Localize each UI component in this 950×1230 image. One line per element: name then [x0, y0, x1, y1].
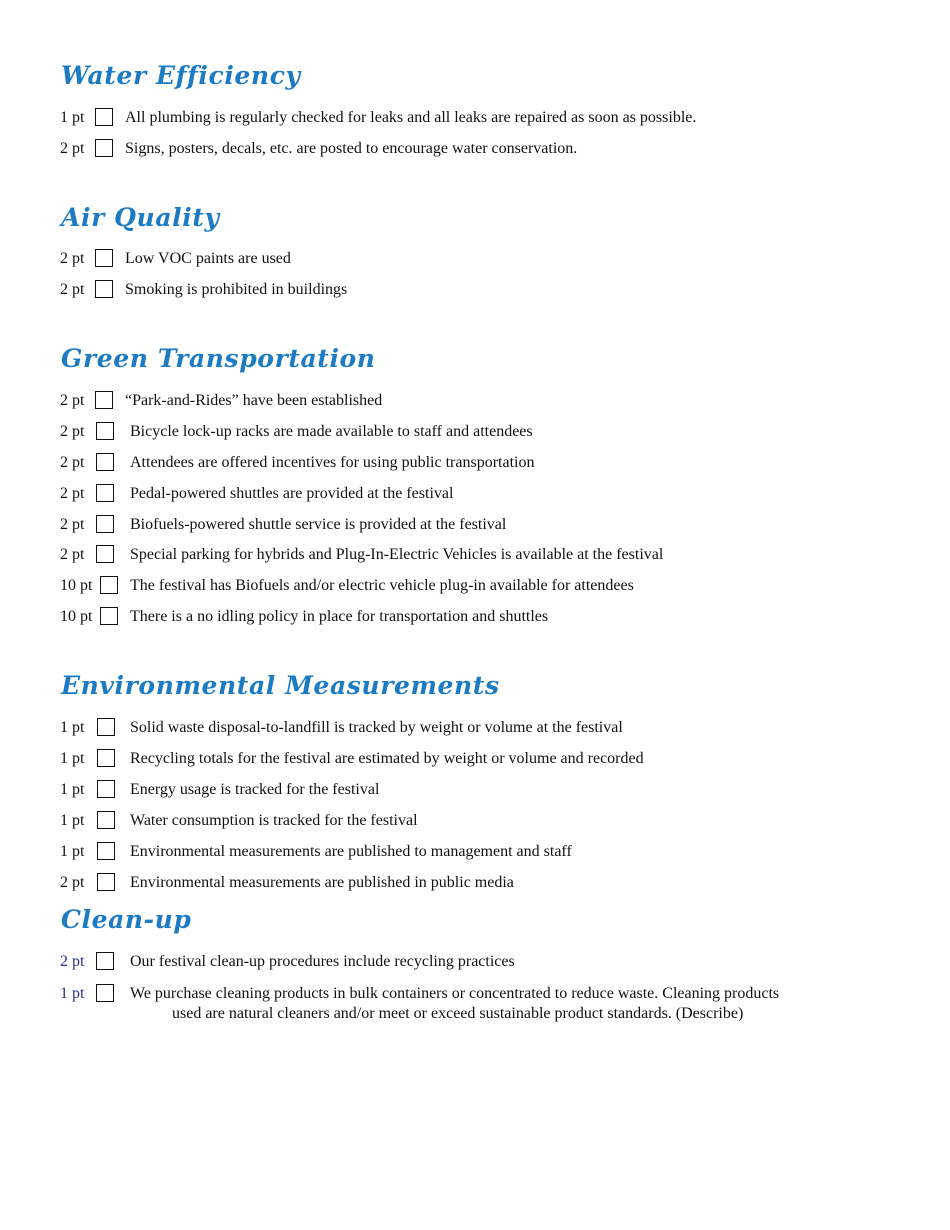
points-label: 1 pt [60, 719, 85, 736]
item-text: The festival has Biofuels and/or electric vehicle plug-in available for attendees [130, 577, 634, 594]
checkbox[interactable] [96, 952, 114, 970]
points-label: 1 pt [60, 985, 85, 1002]
checkbox[interactable] [96, 453, 114, 471]
checkbox[interactable] [95, 139, 113, 157]
checkbox[interactable] [96, 984, 114, 1002]
item-text: Signs, posters, decals, etc. are posted to encourage water conservation. [125, 140, 578, 157]
checkbox[interactable] [97, 811, 115, 829]
item-text: Solid waste disposal-to-landfill is tracked by weight or volume at the festival [130, 719, 623, 736]
section-heading-water-efficiency: Water Efficiency [61, 61, 301, 90]
points-label: 1 pt [60, 843, 85, 860]
item-text: “Park-and-Rides” have been established [125, 392, 383, 409]
points-label: 2 pt [60, 953, 85, 970]
checkbox[interactable] [97, 873, 115, 891]
points-label: 2 pt [60, 516, 85, 533]
checkbox[interactable] [96, 422, 114, 440]
item-text: Pedal-powered shuttles are provided at the festival [130, 485, 454, 502]
points-label: 2 pt [60, 392, 85, 409]
item-text: Bicycle lock-up racks are made available to staff and attendees [130, 423, 533, 440]
item-text: Attendees are offered incentives for using public transportation [130, 454, 535, 471]
points-label: 2 pt [60, 281, 85, 298]
points-label: 1 pt [60, 750, 85, 767]
points-label: 1 pt [60, 812, 85, 829]
points-label: 2 pt [60, 874, 85, 891]
points-label: 2 pt [60, 140, 85, 157]
item-text: All plumbing is regularly checked for leaks and all leaks are repaired as soon as possible. [125, 109, 697, 126]
checkbox[interactable] [97, 718, 115, 736]
checkbox[interactable] [100, 607, 118, 625]
checkbox[interactable] [95, 249, 113, 267]
checkbox[interactable] [96, 545, 114, 563]
points-label: 2 pt [60, 485, 85, 502]
points-label: 2 pt [60, 454, 85, 471]
item-text: Energy usage is tracked for the festival [130, 781, 380, 798]
section-heading-environmental-measurements: Environmental Measurements [61, 671, 500, 700]
points-label: 1 pt [60, 781, 85, 798]
points-label: 10 pt [60, 577, 93, 594]
item-text: Environmental measurements are published in public media [130, 874, 514, 891]
checkbox[interactable] [97, 749, 115, 767]
checkbox[interactable] [97, 780, 115, 798]
checkbox[interactable] [95, 108, 113, 126]
item-text: Water consumption is tracked for the festival [130, 812, 418, 829]
item-text: Recycling totals for the festival are estimated by weight or volume and recorded [130, 750, 644, 767]
checkbox[interactable] [97, 842, 115, 860]
item-text-continuation: used are natural cleaners and/or meet or exceed sustainable product standards. (Describe) [172, 1005, 744, 1022]
checkbox[interactable] [96, 515, 114, 533]
section-heading-green-transportation: Green Transportation [61, 344, 376, 373]
item-text: Smoking is prohibited in buildings [125, 281, 348, 298]
item-text: Our festival clean-up procedures include recycling practices [130, 953, 515, 970]
points-label: 1 pt [60, 109, 85, 126]
item-text: There is a no idling policy in place for transportation and shuttles [130, 608, 549, 625]
item-text: Low VOC paints are used [125, 250, 291, 267]
points-label: 2 pt [60, 250, 85, 267]
item-text: Special parking for hybrids and Plug-In-Electric Vehicles is available at the festival [130, 546, 664, 563]
points-label: 2 pt [60, 423, 85, 440]
checkbox[interactable] [100, 576, 118, 594]
item-text: We purchase cleaning products in bulk containers or concentrated to reduce waste. Cleaning products [130, 985, 780, 1002]
checkbox[interactable] [96, 484, 114, 502]
item-text: Environmental measurements are published to management and staff [130, 843, 572, 860]
points-label: 2 pt [60, 546, 85, 563]
item-text: Biofuels-powered shuttle service is provided at the festival [130, 516, 507, 533]
points-label: 10 pt [60, 608, 93, 625]
section-heading-air-quality: Air Quality [61, 203, 220, 232]
section-heading-clean-up: Clean-up [61, 905, 192, 934]
checkbox[interactable] [95, 391, 113, 409]
checkbox[interactable] [95, 280, 113, 298]
